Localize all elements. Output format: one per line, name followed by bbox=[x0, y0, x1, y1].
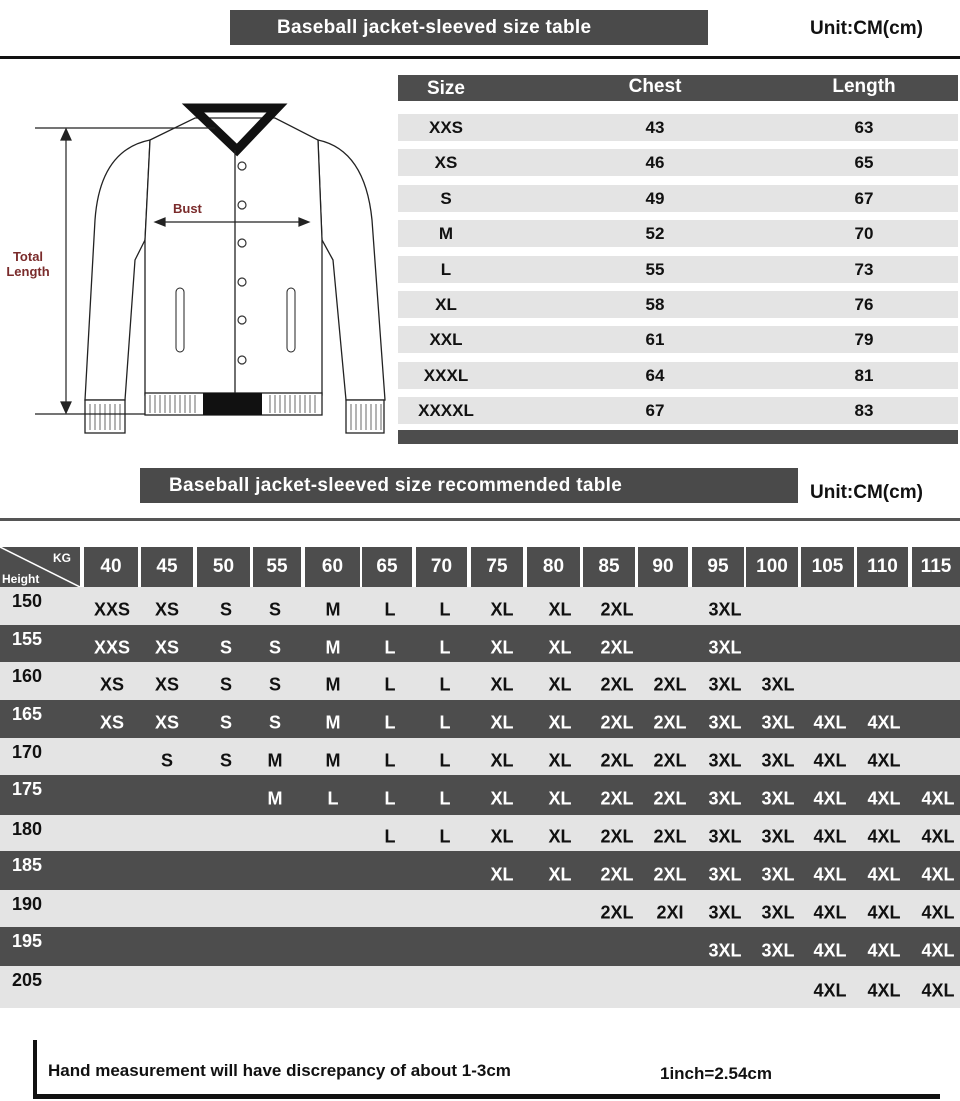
recommend-row-150 bbox=[0, 587, 960, 625]
size-recommendation: 3XL bbox=[708, 940, 742, 961]
size-recommendation: 3XL bbox=[761, 826, 795, 847]
size-recommendation: XL bbox=[548, 599, 572, 620]
size-recommendation: L bbox=[384, 826, 396, 847]
height-cell: 180 bbox=[12, 819, 43, 839]
waistband-stripe bbox=[203, 393, 262, 415]
size-recommendation: S bbox=[219, 674, 233, 695]
size-table-title: Baseball jacket-sleeved size table bbox=[230, 10, 708, 45]
size-recommendation: 2XL bbox=[600, 599, 634, 620]
length-cell: 70 bbox=[854, 224, 874, 244]
size-recommendation: 2XL bbox=[653, 750, 687, 771]
weight-header-105: 105 bbox=[801, 547, 854, 587]
size-recommendation: XS bbox=[154, 599, 180, 620]
weight-header-75: 75 bbox=[471, 547, 523, 587]
size-recommendation: 4XL bbox=[813, 940, 847, 961]
size-recommendation: 4XL bbox=[813, 788, 847, 809]
total-length-label-line2: Length bbox=[6, 264, 50, 279]
height-cell: 195 bbox=[12, 931, 43, 951]
chest-cell: 64 bbox=[645, 365, 665, 385]
weight-header-95: 95 bbox=[692, 547, 744, 587]
size-recommendation: L bbox=[384, 788, 396, 809]
length-cell: 63 bbox=[854, 118, 874, 137]
size-recommendation: 4XL bbox=[813, 826, 847, 847]
size-recommendation: L bbox=[384, 712, 396, 733]
size-table-row bbox=[398, 220, 958, 247]
size-recommendation: 2XL bbox=[653, 712, 687, 733]
chest-cell: 55 bbox=[645, 259, 665, 279]
size-recommendation: M bbox=[325, 750, 341, 771]
total-length-label bbox=[3, 249, 53, 279]
size-recommendation: M bbox=[325, 599, 341, 620]
size-recommendation: S bbox=[219, 750, 233, 771]
size-recommendation: XL bbox=[490, 750, 514, 771]
size-recommendation: 2XL bbox=[600, 864, 634, 885]
size-recommendation: S bbox=[268, 599, 282, 620]
size-recommendation: XL bbox=[490, 674, 514, 695]
corner-kg: KG bbox=[53, 551, 71, 565]
size-recommendation: M bbox=[325, 712, 341, 733]
length-cell: 73 bbox=[854, 259, 874, 279]
chest-cell: 49 bbox=[645, 188, 665, 208]
length-cell: 79 bbox=[854, 330, 874, 350]
size-recommendation: 4XL bbox=[813, 712, 847, 733]
size-recommendation: 3XL bbox=[761, 788, 795, 809]
size-recommendation: 4XL bbox=[867, 788, 901, 809]
size-recommendation: S bbox=[219, 599, 233, 620]
size-recommendation: XL bbox=[490, 826, 514, 847]
height-cell: 205 bbox=[12, 970, 43, 990]
size-recommendation: XXS bbox=[93, 599, 131, 620]
size-recommendation: XL bbox=[490, 788, 514, 809]
size-recommendation: 3XL bbox=[708, 750, 742, 771]
size-recommendation: 2XL bbox=[600, 788, 634, 809]
size-recommendation: M bbox=[325, 674, 341, 695]
recommend-row-170 bbox=[0, 738, 960, 775]
chest-cell: 52 bbox=[645, 224, 665, 244]
recommend-row-185 bbox=[0, 851, 960, 890]
size-recommendation: 4XL bbox=[921, 788, 955, 809]
size-recommendation: XS bbox=[154, 712, 180, 733]
weight-header-110: 110 bbox=[857, 547, 908, 587]
footer-rule bbox=[33, 1094, 940, 1099]
size-recommendation: 4XL bbox=[921, 980, 955, 1001]
size-recommendation: 3XL bbox=[708, 902, 742, 923]
recommend-table-unit: Unit:CM(cm) bbox=[810, 482, 923, 503]
size-recommendation: L bbox=[384, 674, 396, 695]
size-recommendation: L bbox=[439, 750, 451, 771]
size-recommendation: 4XL bbox=[813, 902, 847, 923]
chest-cell: 58 bbox=[645, 295, 665, 314]
length-cell: 76 bbox=[854, 295, 874, 314]
length-cell: 83 bbox=[854, 401, 874, 421]
height-cell: 155 bbox=[12, 629, 43, 649]
weight-header-85: 85 bbox=[583, 547, 635, 587]
size-recommendation: L bbox=[439, 788, 451, 809]
size-recommendation: M bbox=[267, 788, 283, 809]
height-cell: 175 bbox=[12, 779, 43, 799]
size-recommendation: 4XL bbox=[813, 750, 847, 771]
size-table-row bbox=[398, 326, 958, 353]
size-recommendation: 3XL bbox=[761, 674, 795, 695]
size-recommendation: S bbox=[268, 637, 282, 658]
size-cell: XS bbox=[434, 153, 458, 173]
size-recommendation: XL bbox=[548, 674, 572, 695]
size-recommendation: 4XL bbox=[867, 940, 901, 961]
size-recommendation: L bbox=[439, 674, 451, 695]
size-recommendation: S bbox=[219, 637, 233, 658]
size-table-footer-bar bbox=[398, 430, 958, 444]
weight-header-70: 70 bbox=[416, 547, 467, 587]
size-recommendation: 2XL bbox=[600, 902, 634, 923]
size-recommendation: 3XL bbox=[761, 750, 795, 771]
size-recommendation: 4XL bbox=[867, 712, 901, 733]
size-recommendation: 3XL bbox=[761, 864, 795, 885]
weight-header-60: 60 bbox=[305, 547, 360, 587]
size-recommendation: XS bbox=[99, 712, 125, 733]
size-recommendation: L bbox=[439, 637, 451, 658]
size-recommendation: 2XL bbox=[600, 826, 634, 847]
size-cell: S bbox=[440, 188, 452, 208]
size-cell: XXS bbox=[428, 118, 464, 137]
size-cell: XXXXL bbox=[418, 401, 474, 421]
recommend-row-195 bbox=[0, 927, 960, 966]
size-recommendation: XS bbox=[99, 674, 125, 695]
size-recommendation: 3XL bbox=[708, 788, 742, 809]
recommend-row-165 bbox=[0, 700, 960, 738]
size-cell: M bbox=[438, 224, 454, 244]
inch-conversion: 1inch=2.54cm bbox=[660, 1064, 772, 1083]
size-recommendation: 2XL bbox=[600, 712, 634, 733]
weight-header-45: 45 bbox=[141, 547, 193, 587]
size-cell: XXXL bbox=[423, 365, 469, 385]
size-table-row bbox=[398, 256, 958, 283]
size-recommendation: 4XL bbox=[867, 864, 901, 885]
recommend-row-160 bbox=[0, 662, 960, 700]
header-length: Length bbox=[832, 76, 896, 97]
size-recommendation: L bbox=[439, 826, 451, 847]
size-recommendation: 4XL bbox=[921, 902, 955, 923]
size-cell: XXL bbox=[429, 330, 463, 350]
height-cell: 185 bbox=[12, 855, 43, 875]
weight-header-90: 90 bbox=[638, 547, 688, 587]
weight-header-40: 40 bbox=[84, 547, 138, 587]
corner-height: Height bbox=[2, 572, 40, 586]
size-table-row bbox=[398, 114, 958, 141]
total-length-label-line1: Total bbox=[12, 249, 44, 264]
length-cell: 81 bbox=[854, 365, 874, 385]
size-recommendation: 3XL bbox=[708, 637, 742, 658]
size-cell: L bbox=[440, 259, 452, 279]
size-recommendation: 4XL bbox=[813, 980, 847, 1001]
size-recommendation: 2XL bbox=[653, 788, 687, 809]
size-recommendation: XL bbox=[548, 826, 572, 847]
size-recommendation: 2XL bbox=[600, 637, 634, 658]
jacket-diagram bbox=[0, 95, 395, 445]
size-recommendation: 2XL bbox=[653, 826, 687, 847]
size-recommendation: M bbox=[325, 637, 341, 658]
length-cell: 65 bbox=[854, 153, 874, 173]
weight-header-100: 100 bbox=[746, 547, 798, 587]
size-recommendation: XL bbox=[490, 599, 514, 620]
size-recommendation: 3XL bbox=[761, 902, 795, 923]
chest-cell: 46 bbox=[645, 153, 665, 173]
size-recommendation: L bbox=[384, 750, 396, 771]
size-recommendation: 3XL bbox=[708, 826, 742, 847]
height-cell: 165 bbox=[12, 704, 43, 724]
size-recommendation: XS bbox=[154, 674, 180, 695]
weight-header-65: 65 bbox=[362, 547, 412, 587]
size-recommendation: XL bbox=[490, 712, 514, 733]
size-recommendation: L bbox=[439, 599, 451, 620]
size-recommendation: M bbox=[267, 750, 283, 771]
header-chest: Chest bbox=[628, 76, 682, 97]
size-recommendation: XL bbox=[548, 750, 572, 771]
size-recommendation: 2XI bbox=[656, 902, 684, 923]
chest-cell: 61 bbox=[645, 330, 665, 350]
size-table-row bbox=[398, 397, 958, 424]
weight-header-80: 80 bbox=[527, 547, 580, 587]
size-table-header bbox=[398, 75, 958, 101]
measurement-note: Hand measurement will have discrepancy of about 1-3cm bbox=[48, 1061, 511, 1080]
weight-header-115: 115 bbox=[912, 547, 960, 587]
size-recommendation: XL bbox=[548, 864, 572, 885]
chest-cell: 67 bbox=[645, 401, 665, 421]
height-cell: 170 bbox=[12, 742, 43, 762]
recommend-row-205 bbox=[0, 966, 960, 1008]
bust-label: Bust bbox=[173, 201, 202, 216]
divider bbox=[0, 518, 960, 521]
size-table-row bbox=[398, 362, 958, 389]
recommend-row-155 bbox=[0, 625, 960, 662]
size-recommendation: XXS bbox=[93, 637, 131, 658]
header-size: Size bbox=[426, 78, 466, 99]
size-recommendation: 4XL bbox=[867, 980, 901, 1001]
size-recommendation: XL bbox=[548, 637, 572, 658]
size-recommendation: 3XL bbox=[708, 599, 742, 620]
size-recommendation: 2XL bbox=[653, 864, 687, 885]
size-recommendation: S bbox=[160, 750, 174, 771]
size-recommendation: 4XL bbox=[921, 864, 955, 885]
size-recommendation: S bbox=[268, 674, 282, 695]
size-recommendation: XL bbox=[490, 637, 514, 658]
size-table-row bbox=[398, 149, 958, 176]
recommend-table-title: Baseball jacket-sleeved size recommended table bbox=[140, 468, 798, 503]
size-recommendation: 3XL bbox=[761, 712, 795, 733]
size-recommendation: XL bbox=[490, 864, 514, 885]
height-cell: 190 bbox=[12, 894, 43, 914]
height-cell: 160 bbox=[12, 666, 43, 686]
height-cell: 150 bbox=[12, 591, 43, 611]
chest-cell: 43 bbox=[645, 118, 665, 137]
size-recommendation: 4XL bbox=[867, 902, 901, 923]
size-cell: XL bbox=[435, 295, 457, 314]
recommend-row-180 bbox=[0, 815, 960, 851]
size-recommendation: S bbox=[219, 712, 233, 733]
divider bbox=[0, 56, 960, 59]
recommend-row-190 bbox=[0, 890, 960, 927]
size-recommendation: L bbox=[384, 599, 396, 620]
size-recommendation: L bbox=[327, 788, 339, 809]
weight-header-55: 55 bbox=[253, 547, 301, 587]
size-recommendation: XL bbox=[548, 712, 572, 733]
size-recommendation: 3XL bbox=[708, 674, 742, 695]
size-recommendation: XS bbox=[154, 637, 180, 658]
size-table-unit: Unit:CM(cm) bbox=[810, 18, 923, 39]
size-recommendation: 3XL bbox=[708, 712, 742, 733]
size-recommendation: 4XL bbox=[813, 864, 847, 885]
size-table-row bbox=[398, 291, 958, 318]
size-recommendation: XL bbox=[548, 788, 572, 809]
size-recommendation: 4XL bbox=[867, 750, 901, 771]
size-recommendation: 4XL bbox=[921, 940, 955, 961]
size-recommendation: 2XL bbox=[653, 674, 687, 695]
footer-bracket bbox=[33, 1040, 37, 1098]
size-recommendation: 3XL bbox=[708, 864, 742, 885]
size-recommendation: L bbox=[384, 637, 396, 658]
size-recommendation: 4XL bbox=[921, 826, 955, 847]
size-recommendation: S bbox=[268, 712, 282, 733]
length-cell: 67 bbox=[854, 188, 874, 208]
size-table-row bbox=[398, 185, 958, 212]
weight-header-50: 50 bbox=[197, 547, 250, 587]
size-recommendation: L bbox=[439, 712, 451, 733]
recommend-row-175 bbox=[0, 775, 960, 815]
size-recommendation: 2XL bbox=[600, 674, 634, 695]
size-recommendation: 2XL bbox=[600, 750, 634, 771]
size-recommendation: 4XL bbox=[867, 826, 901, 847]
size-recommendation: 3XL bbox=[761, 940, 795, 961]
corner-cell bbox=[0, 547, 80, 587]
